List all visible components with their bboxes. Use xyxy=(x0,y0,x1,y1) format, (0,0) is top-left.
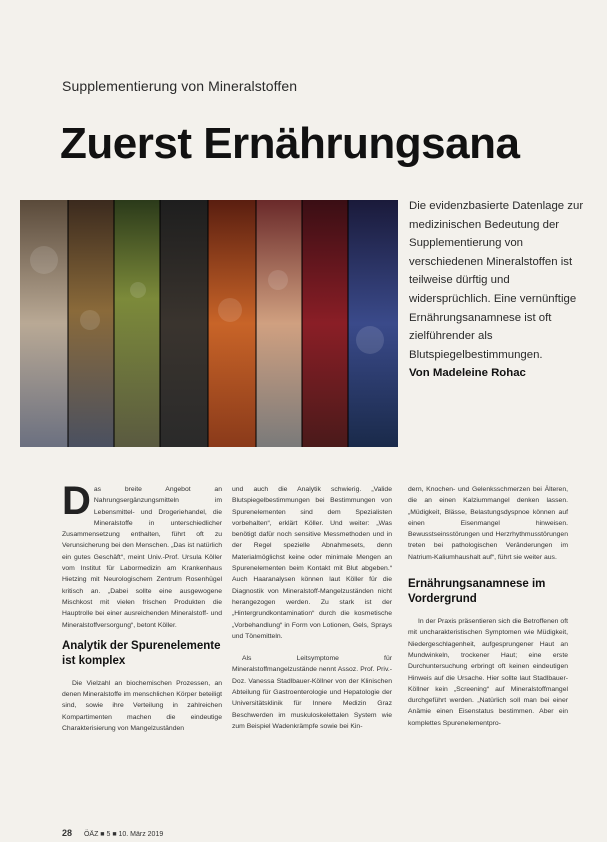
page-footer xyxy=(62,828,163,838)
section-heading-analytik: Analytik der Spurenelemente ist komplex xyxy=(62,639,221,667)
mineral-foods-photo xyxy=(20,200,398,447)
article-lead xyxy=(409,197,589,383)
issue-info: ÖÄZ ■ 5 ■ 10. März 2019 xyxy=(83,831,164,838)
body-paragraph: In der Praxis präsentieren sich die Betroffenen oft mit uncharakteristischen Symptomen wie Müdigkeit, Niedergeschlagenheit, aufgesprungener Haut an Mundwinkeln, trockener Haut; eine erste Durchuntersuchung erbringt oft keinen eindeutigen Hinweis auf die Ursache. Hier sollte laut Stadlbauer-Köllner kein „Screening“ auf Mineralstoffmangel durchgeführt werden. „Natürlich soll man bei einer Anämie einen Eisenstatus bestimmen. Aber ein komplettes Spurenelementpro- xyxy=(408,618,568,727)
body-column-3 xyxy=(408,484,568,729)
page-number: 28 xyxy=(62,828,73,838)
article-photo xyxy=(20,200,398,447)
article-headline: Zuerst Ernährungsana xyxy=(60,119,520,168)
body-paragraph: Als Leitsymptome für Mineralstoffmangelzustände nennt Assoz. Prof. Priv.-Doz. Vanessa Stadlbauer-Köllner von der Klinischen Abteilung für Gastroenterologie und Hepatologie der Universitätsklinik für Innere Medizin Graz Beschwerden im muskuloskelettalen System wie zum Beispiel Wadenkrämpfe sowie bei Kin- xyxy=(232,655,392,730)
body-paragraph: dern, Knochen- und Gelenksschmerzen bei Älteren, die an einen Kalziummangel denken lassen. „Müdigkeit, Blässe, Belastungsdyspnoe können auf einen Eisenmangel hinweisen. Bewusstseinsstörungen und Herzrhythmusstörungen treten bei pathologischen Veränderungen im Natrium-Kaliumhaushalt auf“, führt sie weiter aus. xyxy=(408,486,568,561)
article-kicker: Supplementierung von Mineralstoffen xyxy=(62,78,298,94)
body-paragraph: und auch die Analytik schwierig. „Valide Blutspiegelbestimmungen bei Bestimmungen von Spurenelementen sind dem Spezialisten vorbehalten“, erklärt Köller. Und weiter: „Was benötigt dafür noch sensitive Messmethoden und in der Regel spezielle Abnahmesets, denn Materialmöglichst keine oder minimale Mengen an Spurenelementen beim Kontakt mit Blut abgeben.“ Auch Haaranalysen können laut Köller für die Diagnostik von Mineralstoff-Mangelzuständen nicht herangezogen werden. Zu stark ist der „Hintergrundkontamination“ durch die kosmetische „Vorbehandlung“ in Form von Lotionen, Gels, Sprays und Tönemitteln. xyxy=(232,486,392,640)
lead-text: Die evidenzbasierte Datenlage zur medizinischen Bedeutung der Supplementierung von verschiedenen Mineralstoffen ist teilweise dürftig und widersprüchlich. Eine vernünftige Ernährungsanamnese ist oft zielführender als Blutspiegelbestimmungen. xyxy=(409,200,584,361)
body-column-2 xyxy=(232,484,392,732)
intro-text: as breite Angebot an Nahrungsergänzungsmitteln im Lebensmittel- und Drogeriehandel, die Mineralstoffe in unterschiedlicher Zusammensetzung enthalten, führt oft zu Verunsicherung bei den Menschen. „Das ist natürlich ein gutes Geschäft“, meint Univ.-Prof. Ursula Köller vom Institut für Labormedizin am Krankenhaus Hietzing mit Neurologischem Zentrum Rosenhügel kritisch an. „Dabei sollte eine ausgewogene Mischkost mit vielen frischen Produkten die Hauptrolle bei einer ausreichenden Mineralstoff- und Mineralstoffversorgung“, betont Köller. xyxy=(62,486,222,629)
body-column-1 xyxy=(62,479,222,734)
intro-paragraph xyxy=(62,479,222,631)
byline: Von Madeleine Rohac xyxy=(409,367,526,380)
body-paragraph: Die Vielzahl an biochemischen Prozessen, an denen Mineralstoffe im menschlichen Körper beteiligt sind, sowie ihre Verteilung in zahlreichen Kompartimenten machen die eindeutige Charakterisierung von Mangelzuständen xyxy=(62,679,222,733)
drop-cap: D xyxy=(62,479,91,523)
section-heading-ernaehrungsanamnese: Ernährungsanamnese im Vordergrund xyxy=(408,578,546,606)
